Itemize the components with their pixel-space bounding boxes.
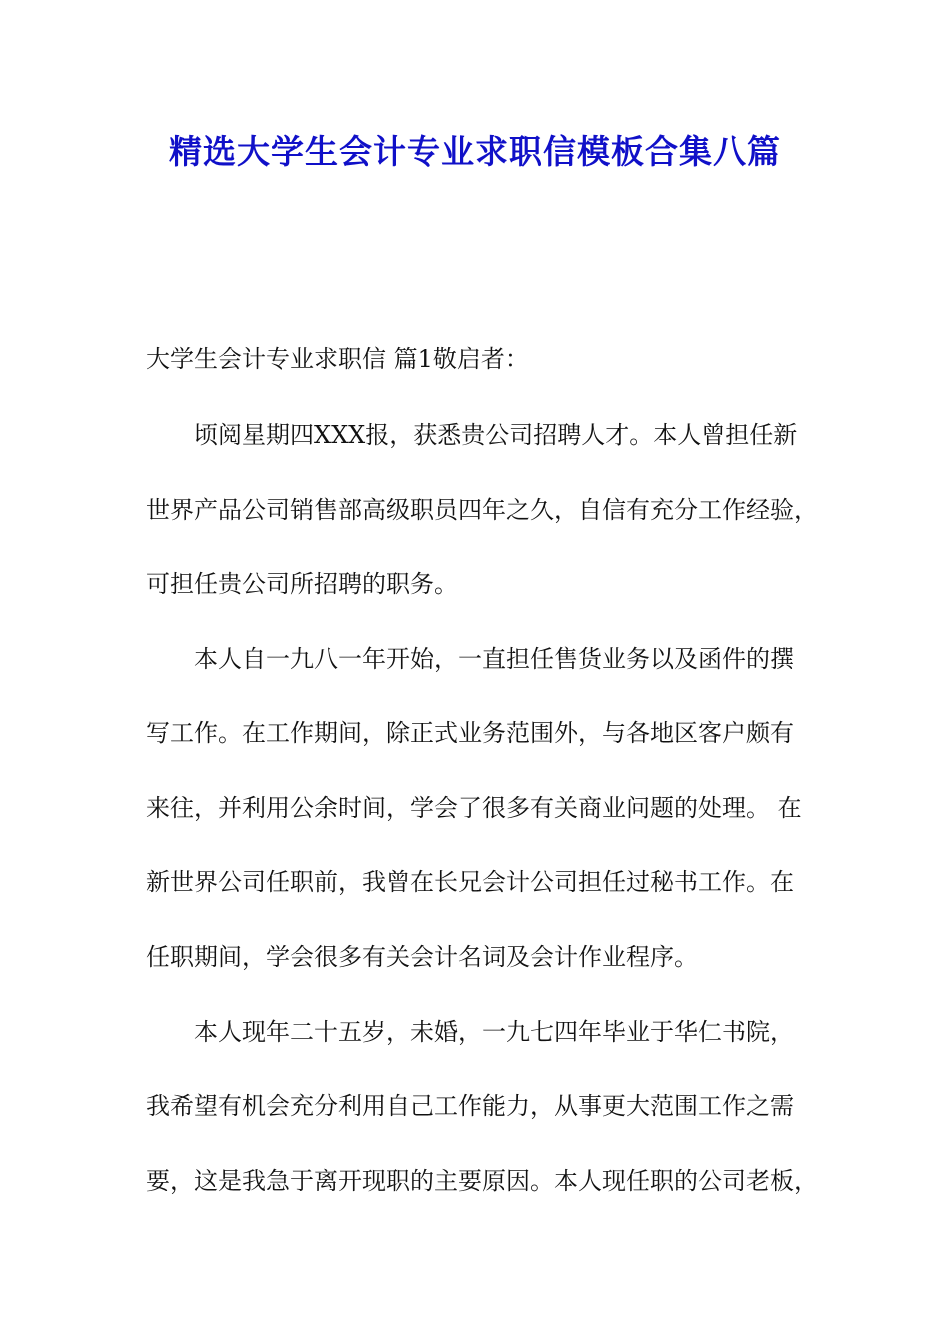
paragraph-3-line-1: 本人现年二十五岁，未婚，一九七四年毕业于华仁书院， [194, 1018, 794, 1046]
paragraph-2-line-4: 新世界公司任职前，我曾在长兄会计公司担任过秘书工作。在 [146, 868, 794, 896]
paragraph-1-line-3: 可担任贵公司所招聘的职务。 [146, 570, 458, 598]
paragraph-3-line-2: 我希望有机会充分利用自己工作能力，从事更大范围工作之需 [146, 1092, 794, 1120]
paragraph-2-line-1: 本人自一九八一年开始，一直担任售货业务以及函件的撰 [194, 645, 794, 673]
document-title: 精选大学生会计专业求职信模板合集八篇 [169, 132, 781, 171]
paragraph-1-line-1: 顷阅星期四XXX报，获悉贵公司招聘人才。本人曾担任新 [194, 421, 798, 449]
paragraph-2-line-5: 任职期间，学会很多有关会计名词及会计作业程序。 [146, 943, 698, 971]
paragraph-2-line-2: 写工作。在工作期间，除正式业务范围外，与各地区客户颇有 [146, 719, 794, 747]
paragraph-2-line-3: 来往，并利用公余时间，学会了很多有关商业问题的处理。 在 [146, 794, 802, 822]
heading-line: 大学生会计专业求职信 篇1敬启者： [146, 345, 529, 373]
paragraph-3-line-3: 要，这是我急于离开现职的主要原因。本人现任职的公司老板， [146, 1167, 818, 1195]
paragraph-1-line-2: 世界产品公司销售部高级职员四年之久，自信有充分工作经验， [146, 496, 818, 524]
